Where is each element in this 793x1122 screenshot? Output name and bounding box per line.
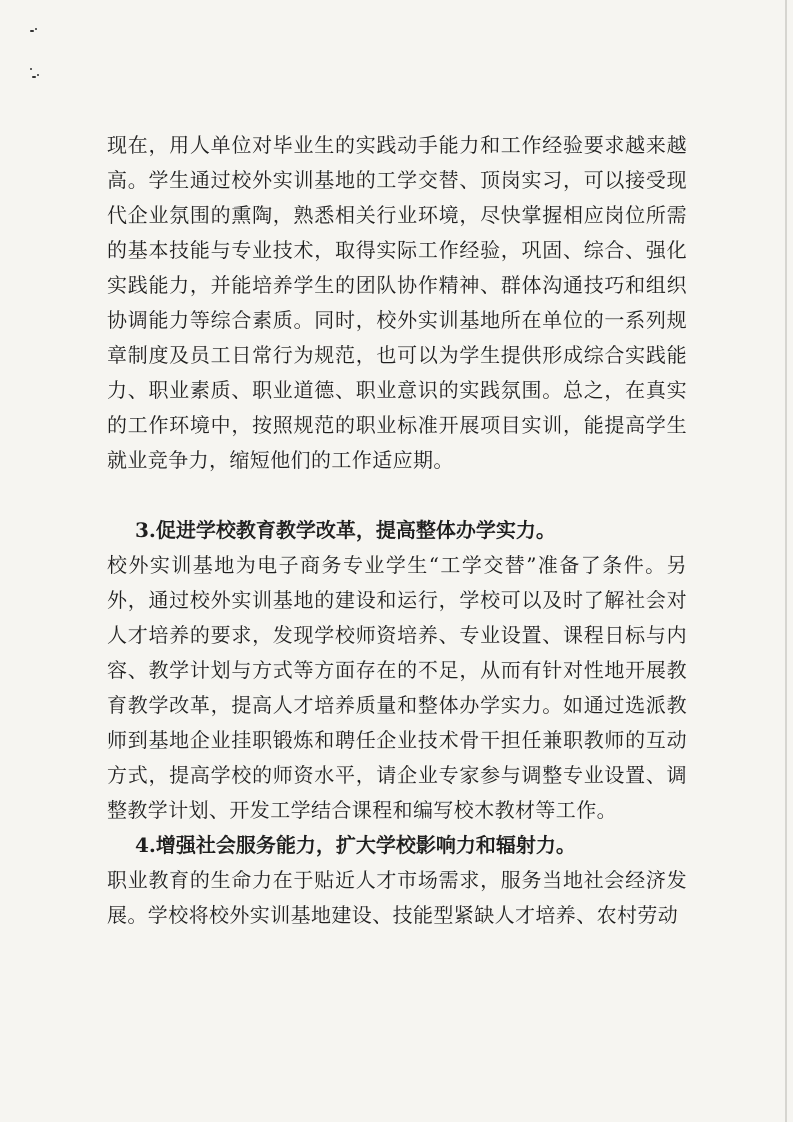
document-body bbox=[107, 128, 687, 933]
heading-section-3: 3.促进学校教育教学改革，提高整体办学实力。 bbox=[135, 518, 556, 542]
paragraph-practice-ability: 现在，用人单位对毕业生的实践动手能力和工作经验要求越来越高。学生通过校外实训基地的工学交替、顶岗实习，可以接受现代企业氛围的熏陶，熟悉相关行业环境，尽快掌握相应岗位所需的基本技能与专业技术，取得实际工作经验，巩固、综合、强化实践能力，并能培养学生的团队协作精神、群体沟通技巧和组织协调能力等综合素质。同时，校外实训基地所在单位的一系列规章制度及员工日常行为规范，也可以为学生提供形成综合实践能力、职业素质、职业道德、职业意识的实践氛围。总之，在真实的工作环境中，按照规范的职业标准开展项目实训，能提高学生就业竞争力，缩短他们的工作适应期。 bbox=[107, 133, 687, 472]
binding-marks-icon bbox=[26, 24, 40, 84]
paragraph-education-reform: 校外实训基地为电子商务专业学生“工学交替”准备了条件。另外，通过校外实训基地的建设和运行，学校可以及时了解社会对人才培养的要求，发现学校师资培养、专业设置、课程日标与内容、教学计划与方式等方面存在的不足，从而有针对性地开展教育教学改革，提高人才培养质量和整体办学实力。如通过选派教师到基地企业挂职锻炼和聘任企业技术骨干担任兼职教师的互动方式，提高学校的师资水平，请企业专家参与调整专业设置、调整教学计划、开发工学结合课程和编写校木教材等工作。 bbox=[107, 553, 687, 822]
paragraph-social-service: 职业教育的生命力在于贴近人才市场需求，服务当地社会经济发展。学校将校外实训基地建设、技能型紧缺人才培养、农村劳动 bbox=[107, 868, 687, 927]
heading-section-4: 4.增强社会服务能力，扩大学校影响力和辐射力。 bbox=[135, 833, 576, 857]
scan-edge-shadow bbox=[785, 0, 787, 1122]
